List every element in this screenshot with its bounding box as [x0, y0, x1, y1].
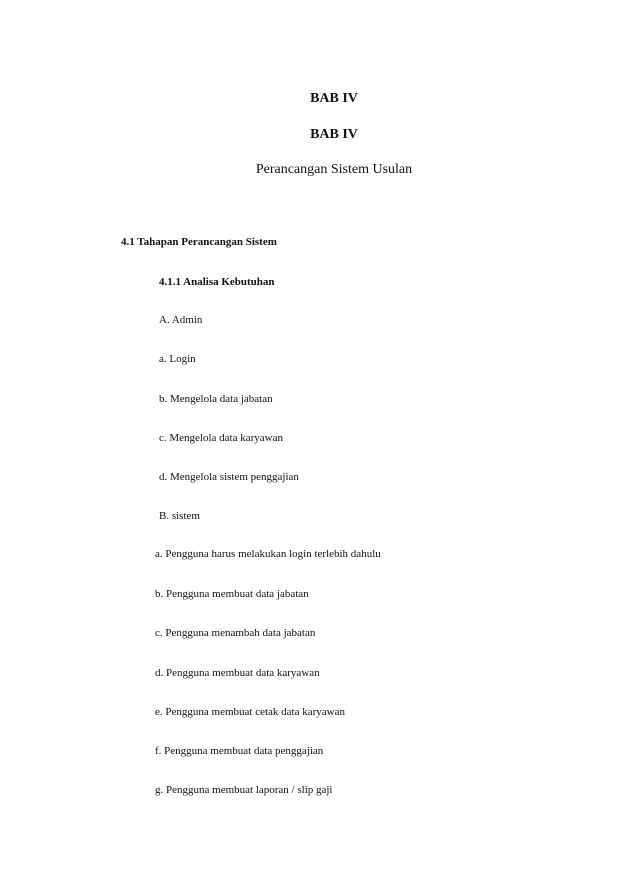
sistem-item-g: g. Pengguna membuat laporan / slip gaji [155, 784, 333, 796]
admin-item-karyawan: c. Mengelola data karyawan [159, 432, 283, 444]
sistem-item-e: e. Pengguna membuat cetak data karyawan [155, 706, 345, 718]
subsection-heading: 4.1.1 Analisa Kebutuhan [159, 276, 275, 288]
sistem-item-c: c. Pengguna menambah data jabatan [155, 627, 316, 639]
chapter-title: Perancangan Sistem Usulan [255, 162, 413, 177]
admin-label: A. Admin [159, 314, 203, 326]
sistem-item-b: b. Pengguna membuat data jabatan [155, 588, 309, 600]
sistem-label: B. sistem [159, 510, 200, 522]
admin-item-penggajian: d. Mengelola sistem penggajian [159, 471, 299, 483]
sistem-item-a: a. Pengguna harus melakukan login terlebih dahulu [155, 548, 381, 560]
admin-item-login: a. Login [159, 353, 196, 365]
admin-item-jabatan: b. Mengelola data jabatan [159, 393, 273, 405]
chapter-heading-repeat: BAB IV [310, 127, 358, 142]
section-heading: 4.1 Tahapan Perancangan Sistem [121, 236, 277, 248]
chapter-heading: BAB IV [310, 91, 358, 106]
sistem-item-d: d. Pengguna membuat data karyawan [155, 667, 320, 679]
sistem-item-f: f. Pengguna membuat data penggajian [155, 745, 324, 757]
